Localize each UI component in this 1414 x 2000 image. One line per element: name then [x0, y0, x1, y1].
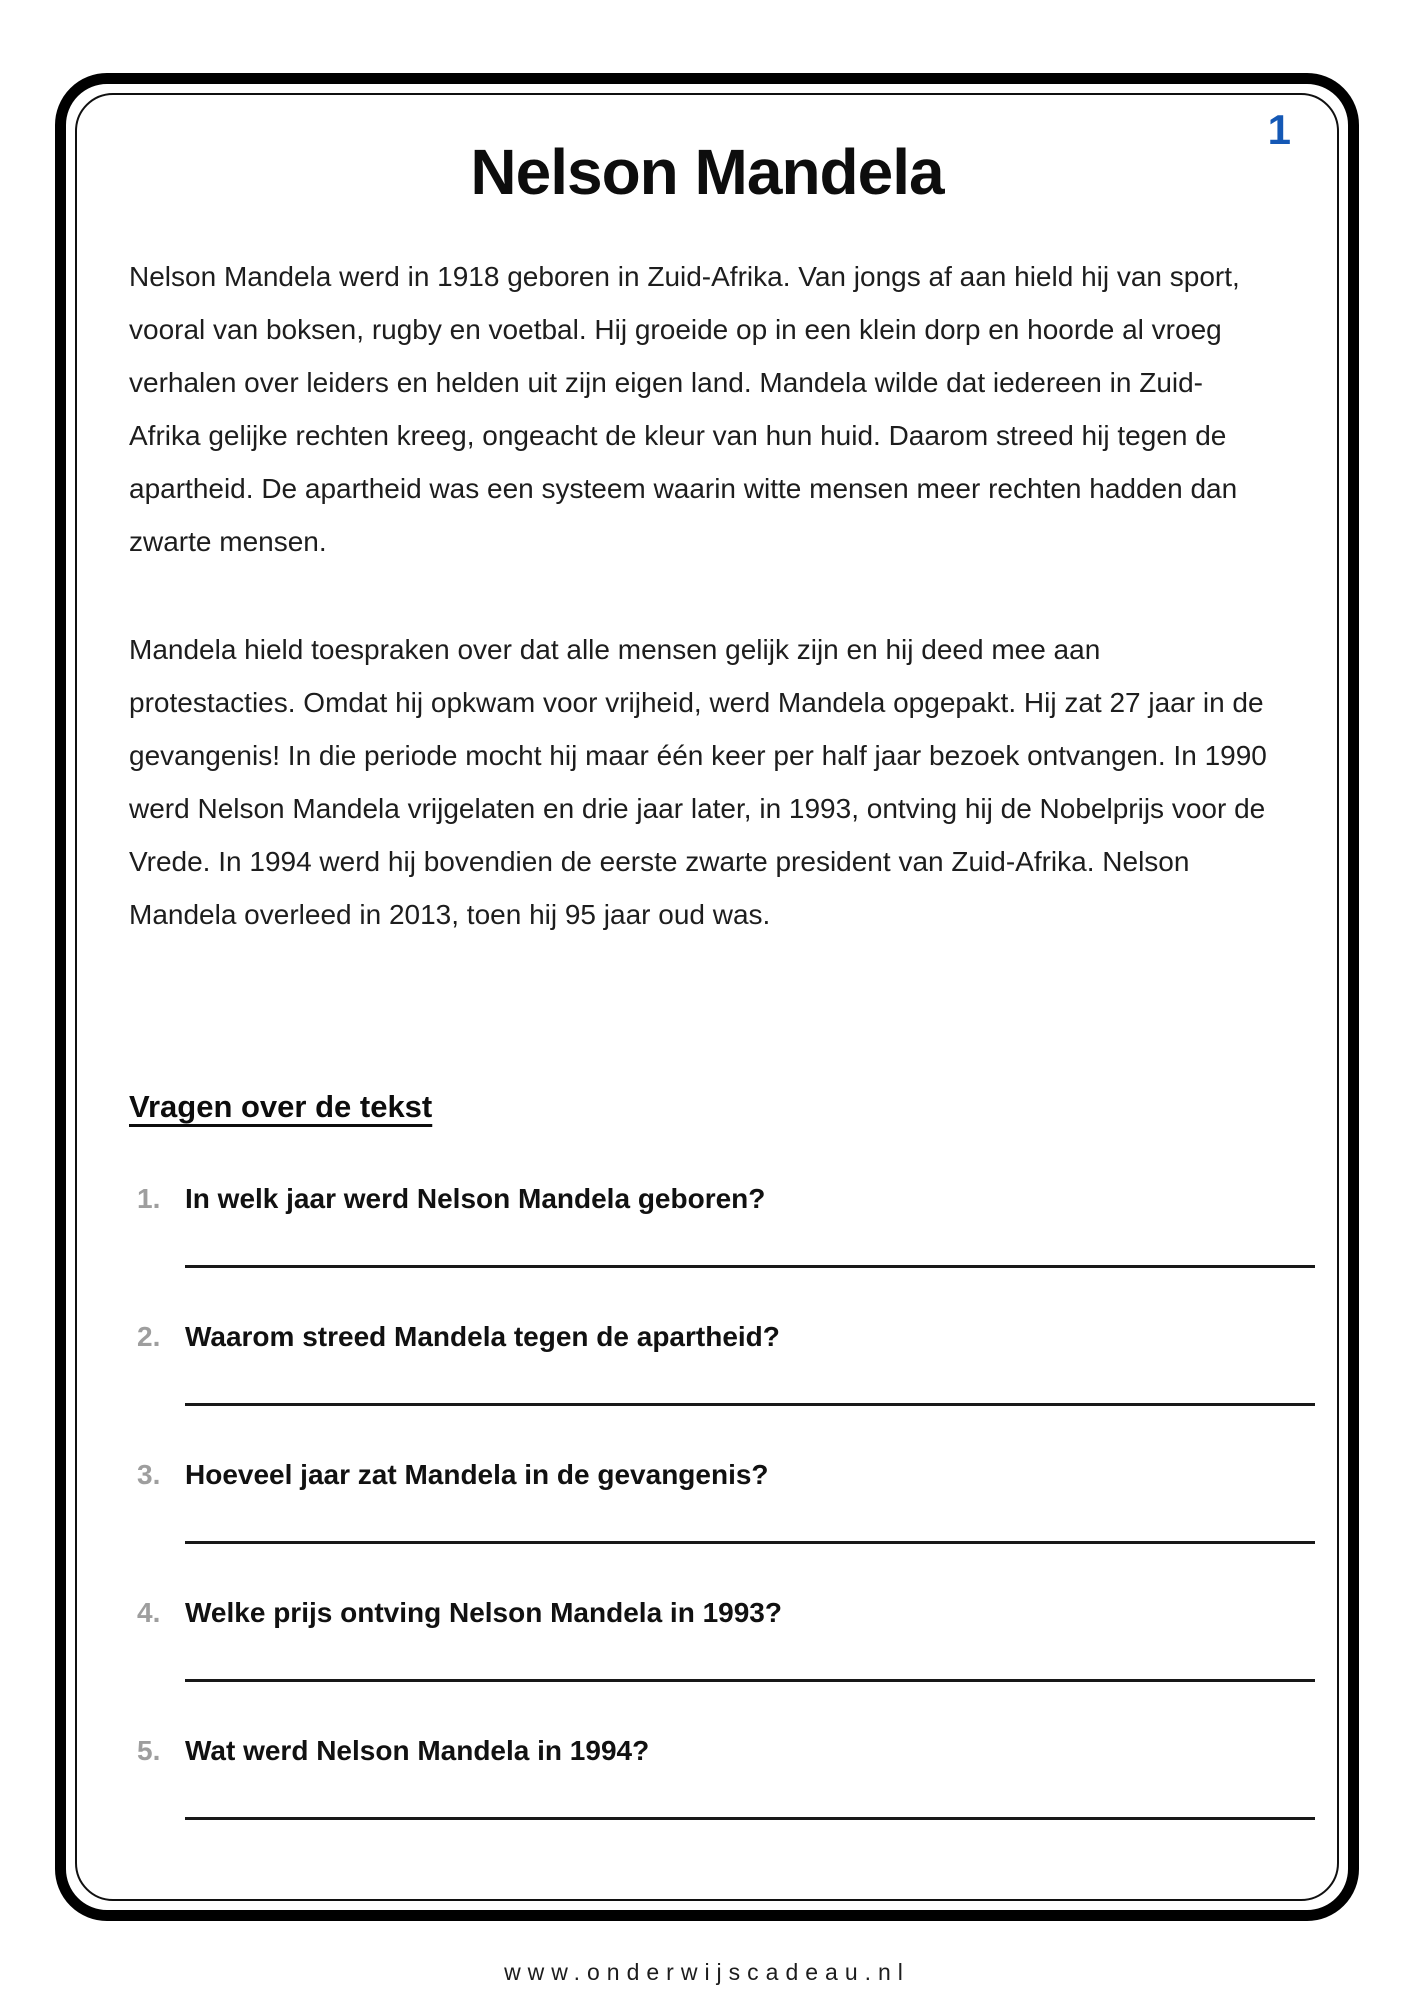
question-text: Welke prijs ontving Nelson Mandela in 1993?: [185, 1597, 782, 1629]
question-item: [137, 1733, 1285, 1820]
answer-line: [185, 1403, 1315, 1406]
questions-heading: Vragen over de tekst: [129, 1089, 433, 1125]
answer-line: [185, 1679, 1315, 1682]
reading-text: [129, 250, 1285, 941]
question-number: 4.: [137, 1597, 161, 1629]
question-text: Hoeveel jaar zat Mandela in de gevangenis?: [185, 1459, 769, 1491]
questions-list: [129, 1181, 1285, 1820]
worksheet-page: [75, 93, 1339, 1901]
question-number: 3.: [137, 1459, 161, 1491]
footer-website: www.onderwijscadeau.nl: [504, 1959, 910, 1985]
answer-line: [185, 1817, 1315, 1820]
worksheet-border: [55, 73, 1359, 1921]
answer-line: [185, 1541, 1315, 1544]
answer-line: [185, 1265, 1315, 1268]
article-paragraph: Nelson Mandela werd in 1918 geboren in Zuid-Afrika. Van jongs af aan hield hij van sport, vooral van boksen, rugby en voetbal. Hij groeide op in een klein dorp en hoorde al vroeg verhalen over leiders en helden uit zijn eigen land. Mandela wilde dat iedereen in Zuid-Afrika gelijke rechten kreeg, ongeacht de kleur van hun huid. Daarom streed hij tegen de apartheid. De apartheid was een systeem waarin witte mensen meer rechten hadden dan zwarte mensen.: [129, 261, 1240, 558]
question-number: 5.: [137, 1735, 161, 1767]
question-number: 1.: [137, 1183, 161, 1215]
page-number: 1: [1267, 106, 1291, 153]
question-item: [137, 1595, 1285, 1682]
page-title: Nelson Mandela: [470, 136, 944, 208]
question-number: 2.: [137, 1321, 161, 1353]
question-text: In welk jaar werd Nelson Mandela geboren?: [185, 1183, 766, 1215]
question-text: Waarom streed Mandela tegen de apartheid?: [185, 1321, 780, 1353]
question-item: [137, 1457, 1285, 1544]
article-paragraph: Mandela hield toespraken over dat alle mensen gelijk zijn en hij deed mee aan protestacties. Omdat hij opkwam voor vrijheid, werd Mandela opgepakt. Hij zat 27 jaar in de gevangenis! In die periode mocht hij maar één keer per half jaar bezoek ontvangen. In 1990 werd Nelson Mandela vrijgelaten en drie jaar later, in 1993, ontving hij de Nobelprijs voor de Vrede. In 1994 werd hij bovendien de eerste zwarte president van Zuid-Afrika. Nelson Mandela overleed in 2013, toen hij 95 jaar oud was.: [129, 634, 1267, 931]
question-item: [137, 1319, 1285, 1406]
question-text: Wat werd Nelson Mandela in 1994?: [185, 1735, 650, 1767]
question-item: [137, 1181, 1285, 1268]
